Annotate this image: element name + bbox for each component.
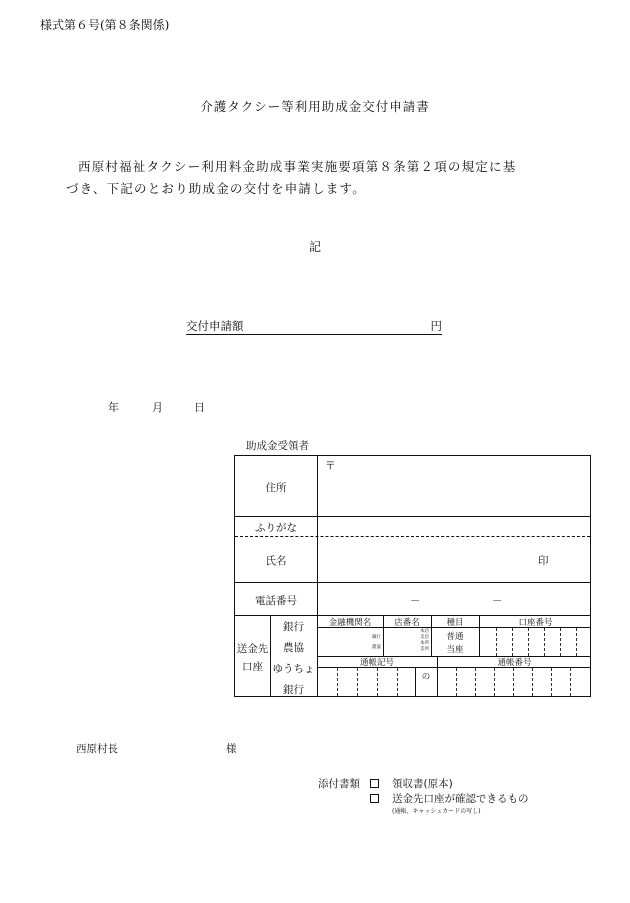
- remit-label: 送金先: [236, 643, 269, 655]
- yucho-type-label: ゆうちょ: [272, 663, 315, 675]
- furigana-label: ふりがな: [255, 522, 297, 534]
- address-label: 住所: [265, 482, 287, 494]
- date-month: 月: [152, 401, 163, 414]
- passbook-symbol-label: 通帳記号: [359, 658, 394, 668]
- no-mark: の: [421, 672, 431, 682]
- application-statement: [66, 156, 566, 200]
- branch-honsho: 本所: [420, 641, 429, 646]
- bank-type-label: 銀行: [283, 621, 304, 633]
- address-input[interactable]: [318, 472, 590, 516]
- col-kind: 種目: [446, 618, 464, 628]
- phone-separator-1: －: [410, 595, 421, 607]
- phone-label: 電話番号: [255, 595, 297, 607]
- checkbox-receipt[interactable]: [370, 779, 379, 788]
- document-title: 介護タクシー等利用助成金交付申請書: [200, 99, 430, 114]
- date-day: 日: [194, 401, 205, 414]
- phone-separator-2: －: [492, 595, 503, 607]
- nokyo-type-label: 農協: [283, 642, 304, 654]
- attachment-note: (通帳、キャッシュカードの写し): [392, 808, 481, 815]
- branch-honten: 本店: [420, 629, 429, 634]
- yucho-bank-label: 銀行: [283, 684, 304, 696]
- date-year: 年: [108, 401, 119, 414]
- furigana-input[interactable]: [318, 517, 590, 536]
- statement-line-1: 西原村福祉タクシー利用料金助成事業実施要項第８条第２項の規定に基: [78, 159, 517, 174]
- seal-mark: 印: [538, 555, 549, 567]
- phone-input[interactable]: [318, 583, 590, 615]
- attachment-receipt: 領収書(原本): [392, 778, 453, 790]
- kind-toza: 当座: [446, 645, 464, 655]
- passbook-number-label: 通帳番号: [497, 658, 532, 668]
- mayor-honorific: 様: [226, 743, 237, 755]
- amount-unit: 円: [430, 319, 442, 333]
- col-branch: 店番名: [394, 618, 420, 628]
- checkbox-account-proof[interactable]: [370, 794, 379, 803]
- kind-futsu: 普通: [446, 632, 464, 642]
- col-institution: 金融機関名: [328, 618, 372, 628]
- recipient-table: [234, 455, 591, 697]
- institution-bank-suffix: 銀行: [372, 635, 381, 640]
- form-number: 様式第６号(第８条関係): [40, 18, 170, 32]
- recipient-heading: 助成金受領者: [246, 440, 309, 452]
- amount-field[interactable]: [186, 318, 442, 335]
- attachment-account-proof: 送金先口座が確認できるもの: [392, 793, 529, 805]
- mayor-label: 西原村長: [76, 743, 118, 755]
- postal-mark: 〒: [325, 460, 336, 472]
- name-label: 氏名: [265, 555, 287, 567]
- statement-line-2: づき、下記のとおり助成金の交付を申請します。: [66, 181, 366, 196]
- branch-shiten: 支店: [420, 635, 429, 640]
- name-input[interactable]: [318, 537, 550, 582]
- branch-shisho: 支所: [420, 647, 429, 652]
- attachments-label: 添付書類: [318, 778, 360, 790]
- institution-nokyo-suffix: 農協: [372, 645, 381, 650]
- attachments-list: [318, 777, 578, 807]
- amount-label: 交付申請額: [186, 319, 244, 333]
- col-account: 口座番号: [518, 618, 553, 628]
- ki-heading: 記: [308, 240, 321, 254]
- account-label: 口座: [242, 661, 263, 673]
